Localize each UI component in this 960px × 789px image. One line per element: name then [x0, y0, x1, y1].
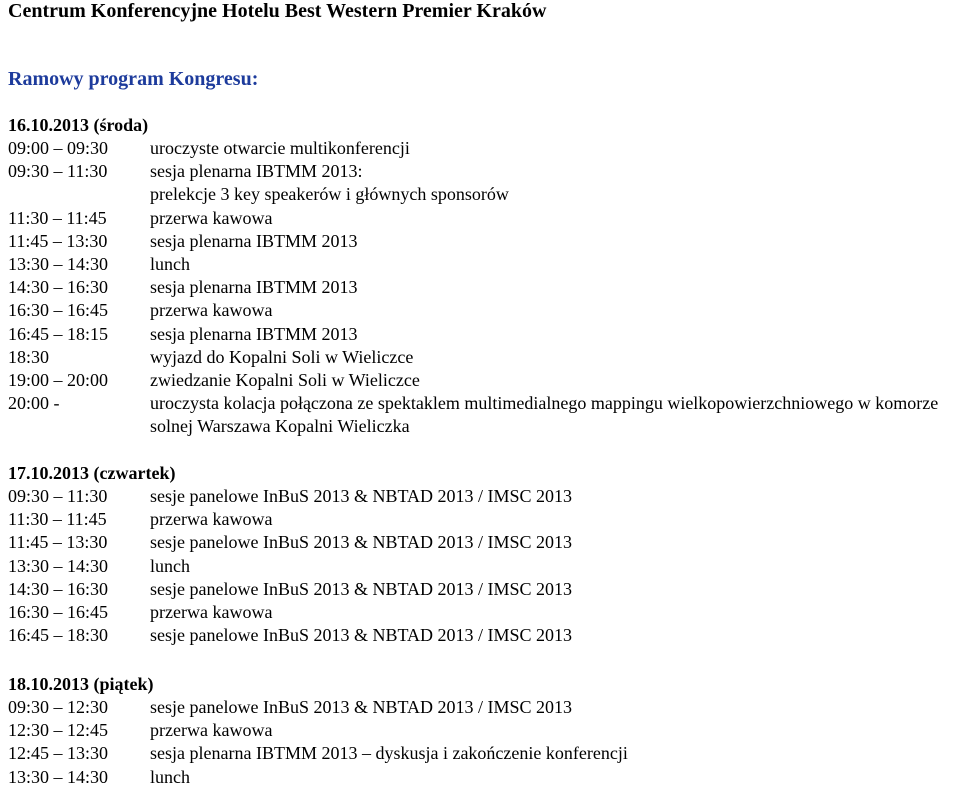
row-time: 11:45 – 13:30	[8, 230, 108, 251]
row-time: 11:30 – 11:45	[8, 509, 107, 530]
row-description: sesja plenarna IBTMM 2013	[150, 323, 358, 344]
schedule-row	[8, 276, 958, 299]
row-description: lunch	[150, 555, 190, 576]
row-description: sesja plenarna IBTMM 2013	[150, 230, 358, 251]
row-time: 14:30 – 16:30	[8, 578, 109, 599]
schedule-row	[8, 323, 958, 346]
row-description: wyjazd do Kopalni Soli w Wieliczce	[150, 346, 414, 367]
row-description: uroczyste otwarcie multikonferencji	[150, 138, 410, 158]
row-description: zwiedzanie Kopalni Soli w Wieliczce	[150, 370, 420, 391]
row-description: przerwa kawowa	[150, 720, 273, 741]
schedule-row	[8, 230, 958, 253]
row-time: 13:30 – 14:30	[8, 555, 109, 576]
day-section-friday	[8, 673, 958, 789]
row-description: uroczysta kolacja połączona ze spektaklem multimedialnego mappingu wielkopowierzchniowego w komorze solnej Warszawa Kopalni Wieliczka	[150, 393, 939, 437]
schedule-row	[8, 555, 958, 578]
row-description: przerwa kawowa	[150, 207, 273, 228]
day-heading: 18.10.2013 (piątek)	[8, 674, 154, 694]
schedule-row	[8, 369, 958, 392]
row-time: 16:30 – 16:45	[8, 300, 109, 321]
row-description: sesja plenarna IBTMM 2013	[150, 277, 358, 298]
row-time: 18:30	[8, 346, 50, 367]
row-time: 11:45 – 13:30	[8, 532, 108, 553]
schedule-row	[8, 578, 958, 601]
row-time: 13:30 – 14:30	[8, 766, 109, 787]
row-description: prelekcje 3 key speakerów i głównych sponsorów	[150, 184, 509, 205]
schedule-row	[8, 392, 958, 438]
schedule-row	[8, 696, 958, 719]
row-description: przerwa kawowa	[150, 300, 273, 321]
schedule-row	[8, 207, 958, 230]
row-description: lunch	[150, 766, 190, 787]
venue-title: Centrum Konferencyjne Hotelu Best Western Premier Kraków	[8, 0, 547, 22]
schedule-row	[8, 531, 958, 554]
schedule-row	[8, 160, 958, 183]
row-time: 09:30 – 12:30	[8, 697, 109, 717]
row-time: 19:00 – 20:00	[8, 370, 109, 391]
schedule-row	[8, 346, 958, 369]
row-description: sesje panelowe InBuS 2013 & NBTAD 2013 / IMSC 2013	[150, 625, 573, 646]
row-description: przerwa kawowa	[150, 602, 273, 623]
row-description: sesja plenarna IBTMM 2013:	[150, 161, 363, 182]
schedule-row	[8, 719, 958, 742]
row-time: 16:45 – 18:30	[8, 625, 109, 646]
schedule-row	[8, 253, 958, 276]
row-description: sesje panelowe InBuS 2013 & NBTAD 2013 / IMSC 2013	[150, 532, 573, 553]
schedule-row	[8, 485, 958, 508]
row-time: 14:30 – 16:30	[8, 277, 109, 298]
schedule-row	[8, 742, 958, 765]
day-heading: 17.10.2013 (czwartek)	[8, 463, 176, 483]
row-time: 11:30 – 11:45	[8, 207, 107, 228]
row-time: 09:30 – 11:30	[8, 486, 108, 506]
row-time: 16:30 – 16:45	[8, 602, 109, 623]
program-title: Ramowy program Kongresu:	[8, 68, 259, 90]
row-description: sesje panelowe InBuS 2013 & NBTAD 2013 / IMSC 2013	[150, 578, 573, 599]
row-description: lunch	[150, 254, 190, 275]
row-description: sesja plenarna IBTMM 2013 – dyskusja i zakończenie konferencji	[150, 743, 628, 764]
schedule-row	[8, 137, 958, 160]
row-description: przerwa kawowa	[150, 509, 273, 530]
day-heading: 16.10.2013 (środa)	[8, 115, 149, 135]
day-section-wednesday	[8, 114, 958, 439]
row-time: 12:45 – 13:30	[8, 743, 109, 764]
row-description: sesje panelowe InBuS 2013 & NBTAD 2013 / IMSC 2013	[150, 697, 573, 717]
schedule-row	[8, 624, 958, 647]
row-time: 16:45 – 18:15	[8, 323, 109, 344]
row-time: 12:30 – 12:45	[8, 720, 109, 741]
row-time: 09:00 – 09:30	[8, 138, 109, 158]
row-time: 13:30 – 14:30	[8, 254, 109, 275]
row-time: 09:30 – 11:30	[8, 161, 108, 182]
schedule-row	[8, 766, 958, 789]
row-description: sesje panelowe InBuS 2013 & NBTAD 2013 / IMSC 2013	[150, 486, 573, 506]
schedule-row	[8, 508, 958, 531]
schedule-row	[8, 183, 958, 206]
schedule-row	[8, 601, 958, 624]
schedule-row	[8, 299, 958, 322]
row-time: 20:00 -	[8, 393, 60, 414]
day-section-thursday	[8, 462, 958, 647]
